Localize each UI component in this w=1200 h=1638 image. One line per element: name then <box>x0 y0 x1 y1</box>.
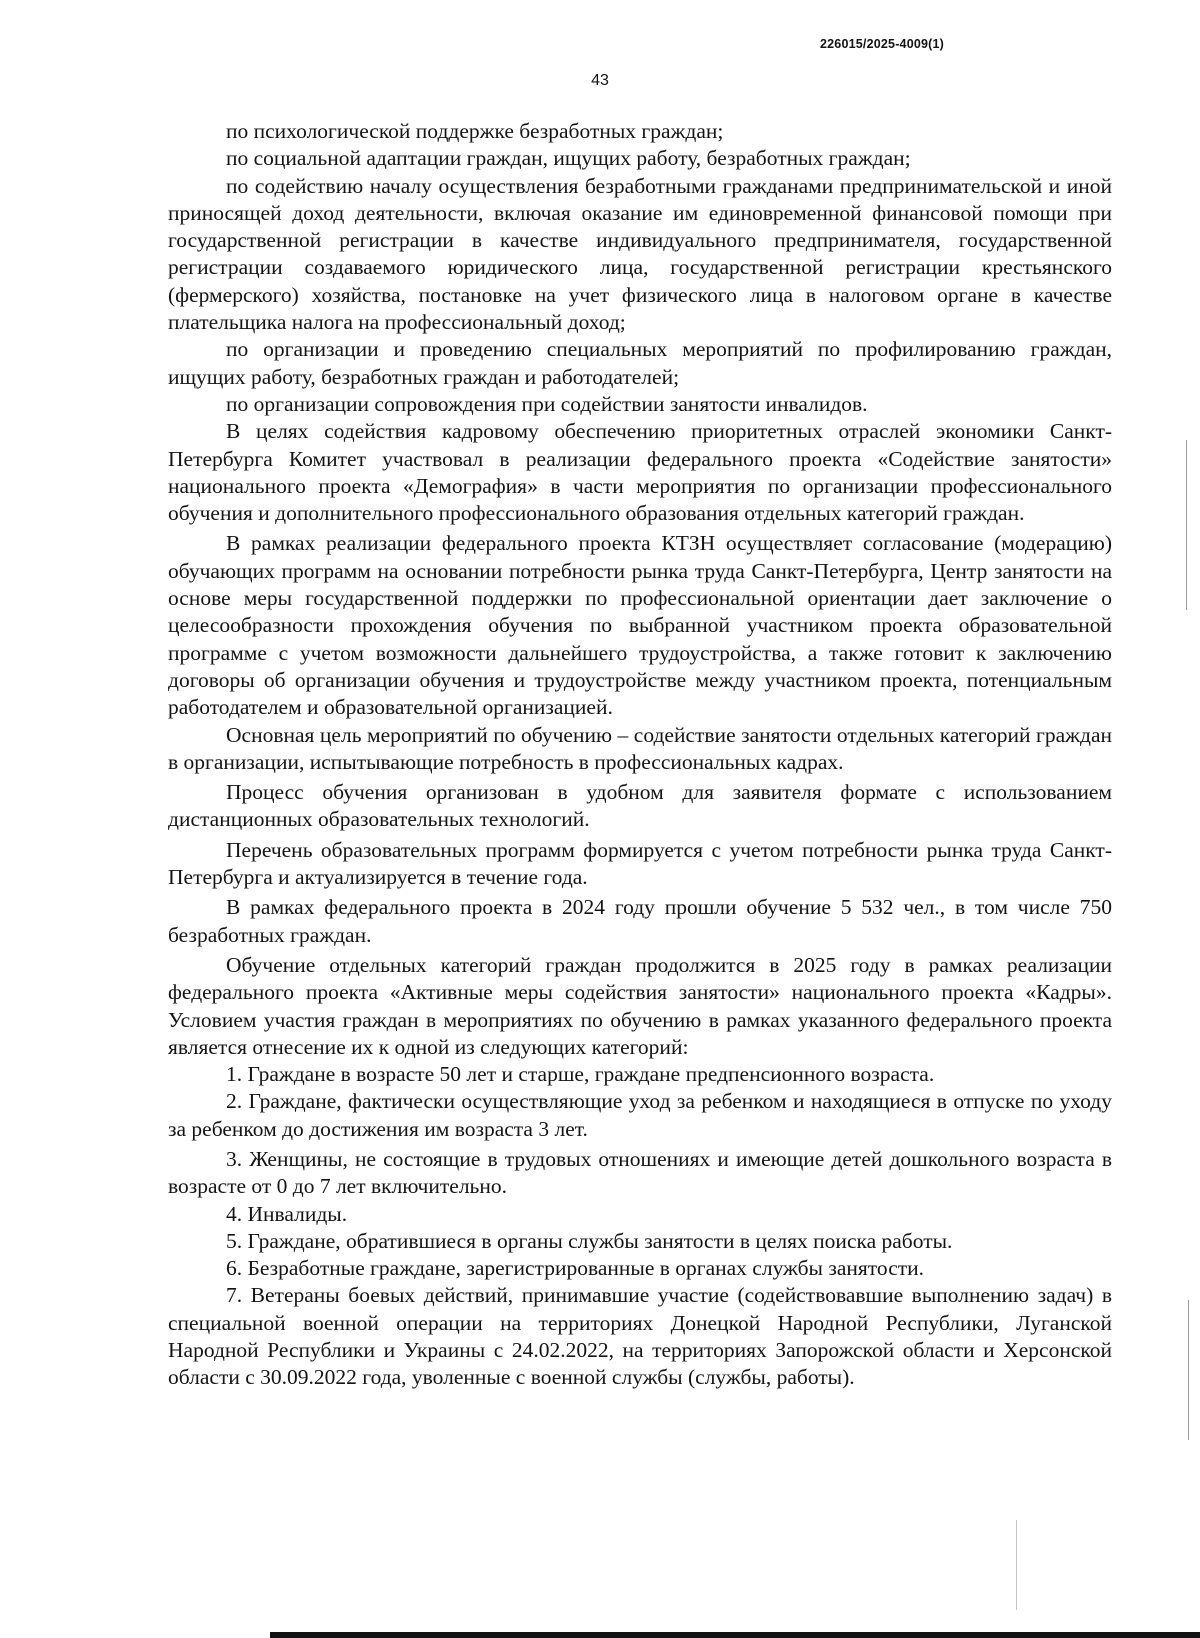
paragraph: по организации и проведению специальных мероприятий по профилированию граждан, ищущих работу, безработных граждан и работодателей; <box>168 337 1112 389</box>
category-list-item: 6. Безработные граждане, зарегистрированные в органах службы занятости. <box>226 1256 925 1281</box>
category-list-item: 7. Ветераны боевых действий, принимавшие участие (содействовавшие выполнению задач) в специальной военной операции на территориях Донецкой Народной Республики, Луганской Народной Республики и Украины с 24.02.2022, на территориях Запорожской области и Херсонской области с 30.09.2022 года, уволенные с военной службы (службы, работы). <box>168 1283 1112 1390</box>
paragraph: В целях содействия кадровому обеспечению приоритетных отраслей экономики Санкт-Петербурга Комитет участвовал в реализации федерального проекта «Содействие занятости» национального проекта «Демография» в части мероприятия по организации профессионального обучения и дополнительного профессионального образования отдельных категорий граждан. <box>168 419 1112 526</box>
paragraph: В рамках реализации федерального проекта КТЗН осуществляет согласование (модерацию) обучающих программ на основании потребности рынка труда Санкт-Петербурга, Центр занятости на основе меры государственной поддержки по профессиональной ориентации дает заключение о целесообразности прохождения обучения по выбранной участником проекта образовательной программе с учетом возможности дальнейшего трудоустройства, а также готовит к заключению договоры об организации обучения и трудоустройстве между участником проекта, потенциальным работодателем и образовательной организацией. <box>168 531 1112 720</box>
category-list-item: 1. Граждане в возрасте 50 лет и старше, граждане предпенсионного возраста. <box>226 1062 935 1087</box>
paragraph: Основная цель мероприятий по обучению – содействие занятости отдельных категорий граждан в организации, испытывающие потребность в профессиональных кадрах. <box>168 722 1112 774</box>
paragraph: Перечень образовательных программ формируется с учетом потребности рынка труда Санкт-Петербурга и актуализируется в течение года. <box>168 837 1112 890</box>
paragraph: по социальной адаптации граждан, ищущих работу, безработных граждан; <box>226 146 911 171</box>
category-list-item: 3. Женщины, не состоящие в трудовых отношениях и имеющие детей дошкольного возраста в возрасте от 0 до 7 лет включительно. <box>168 1146 1112 1199</box>
scan-bottom-edge <box>270 1632 1200 1638</box>
document-body <box>168 118 1112 1392</box>
page-number: 43 <box>591 72 609 89</box>
paragraph: Обучение отдельных категорий граждан продолжится в 2025 году в рамках реализации федерального проекта «Активные меры содействия занятости» национального проекта «Кадры». Условием участия граждан в мероприятиях по обучению в рамках указанного федерального проекта является отнесение их к одной из следующих категорий: <box>168 952 1112 1059</box>
scan-artifact <box>1186 440 1187 610</box>
category-list-item: 5. Граждане, обратившиеся в органы службы занятости в целях поиска работы. <box>226 1228 953 1253</box>
document-registration-number: 226015/2025-4009(1) <box>820 37 945 51</box>
paragraph: по психологической поддержке безработных граждан; <box>226 119 724 143</box>
category-list-item: 4. Инвалиды. <box>226 1201 348 1226</box>
paragraph: Процесс обучения организован в удобном для заявителя формате с использованием дистанционных образовательных технологий. <box>168 780 1112 832</box>
paragraph: по организации сопровождения при содействии занятости инвалидов. <box>226 391 868 416</box>
paragraph: В рамках федерального проекта в 2024 году прошли обучение 5 532 чел., в том числе 750 безработных граждан. <box>168 895 1112 947</box>
category-list-item: 2. Граждане, фактически осуществляющие уход за ребенком и находящиеся в отпуске по уходу за ребенком до достижения им возраста 3 лет. <box>168 1089 1112 1141</box>
paragraph: по содействию началу осуществления безработными гражданами предпринимательской и иной приносящей доход деятельности, включая оказание им единовременной финансовой помощи при государственной регистрации в качестве индивидуального предпринимателя, государственной регистрации создаваемого юридического лица, государственной регистрации крестьянского (фермерского) хозяйства, постановке на учет физического лица в налоговом органе в качестве плательщика налога на профессиональный доход; <box>168 173 1112 335</box>
scan-artifact <box>1188 1300 1189 1440</box>
scan-artifact <box>1016 1520 1017 1610</box>
